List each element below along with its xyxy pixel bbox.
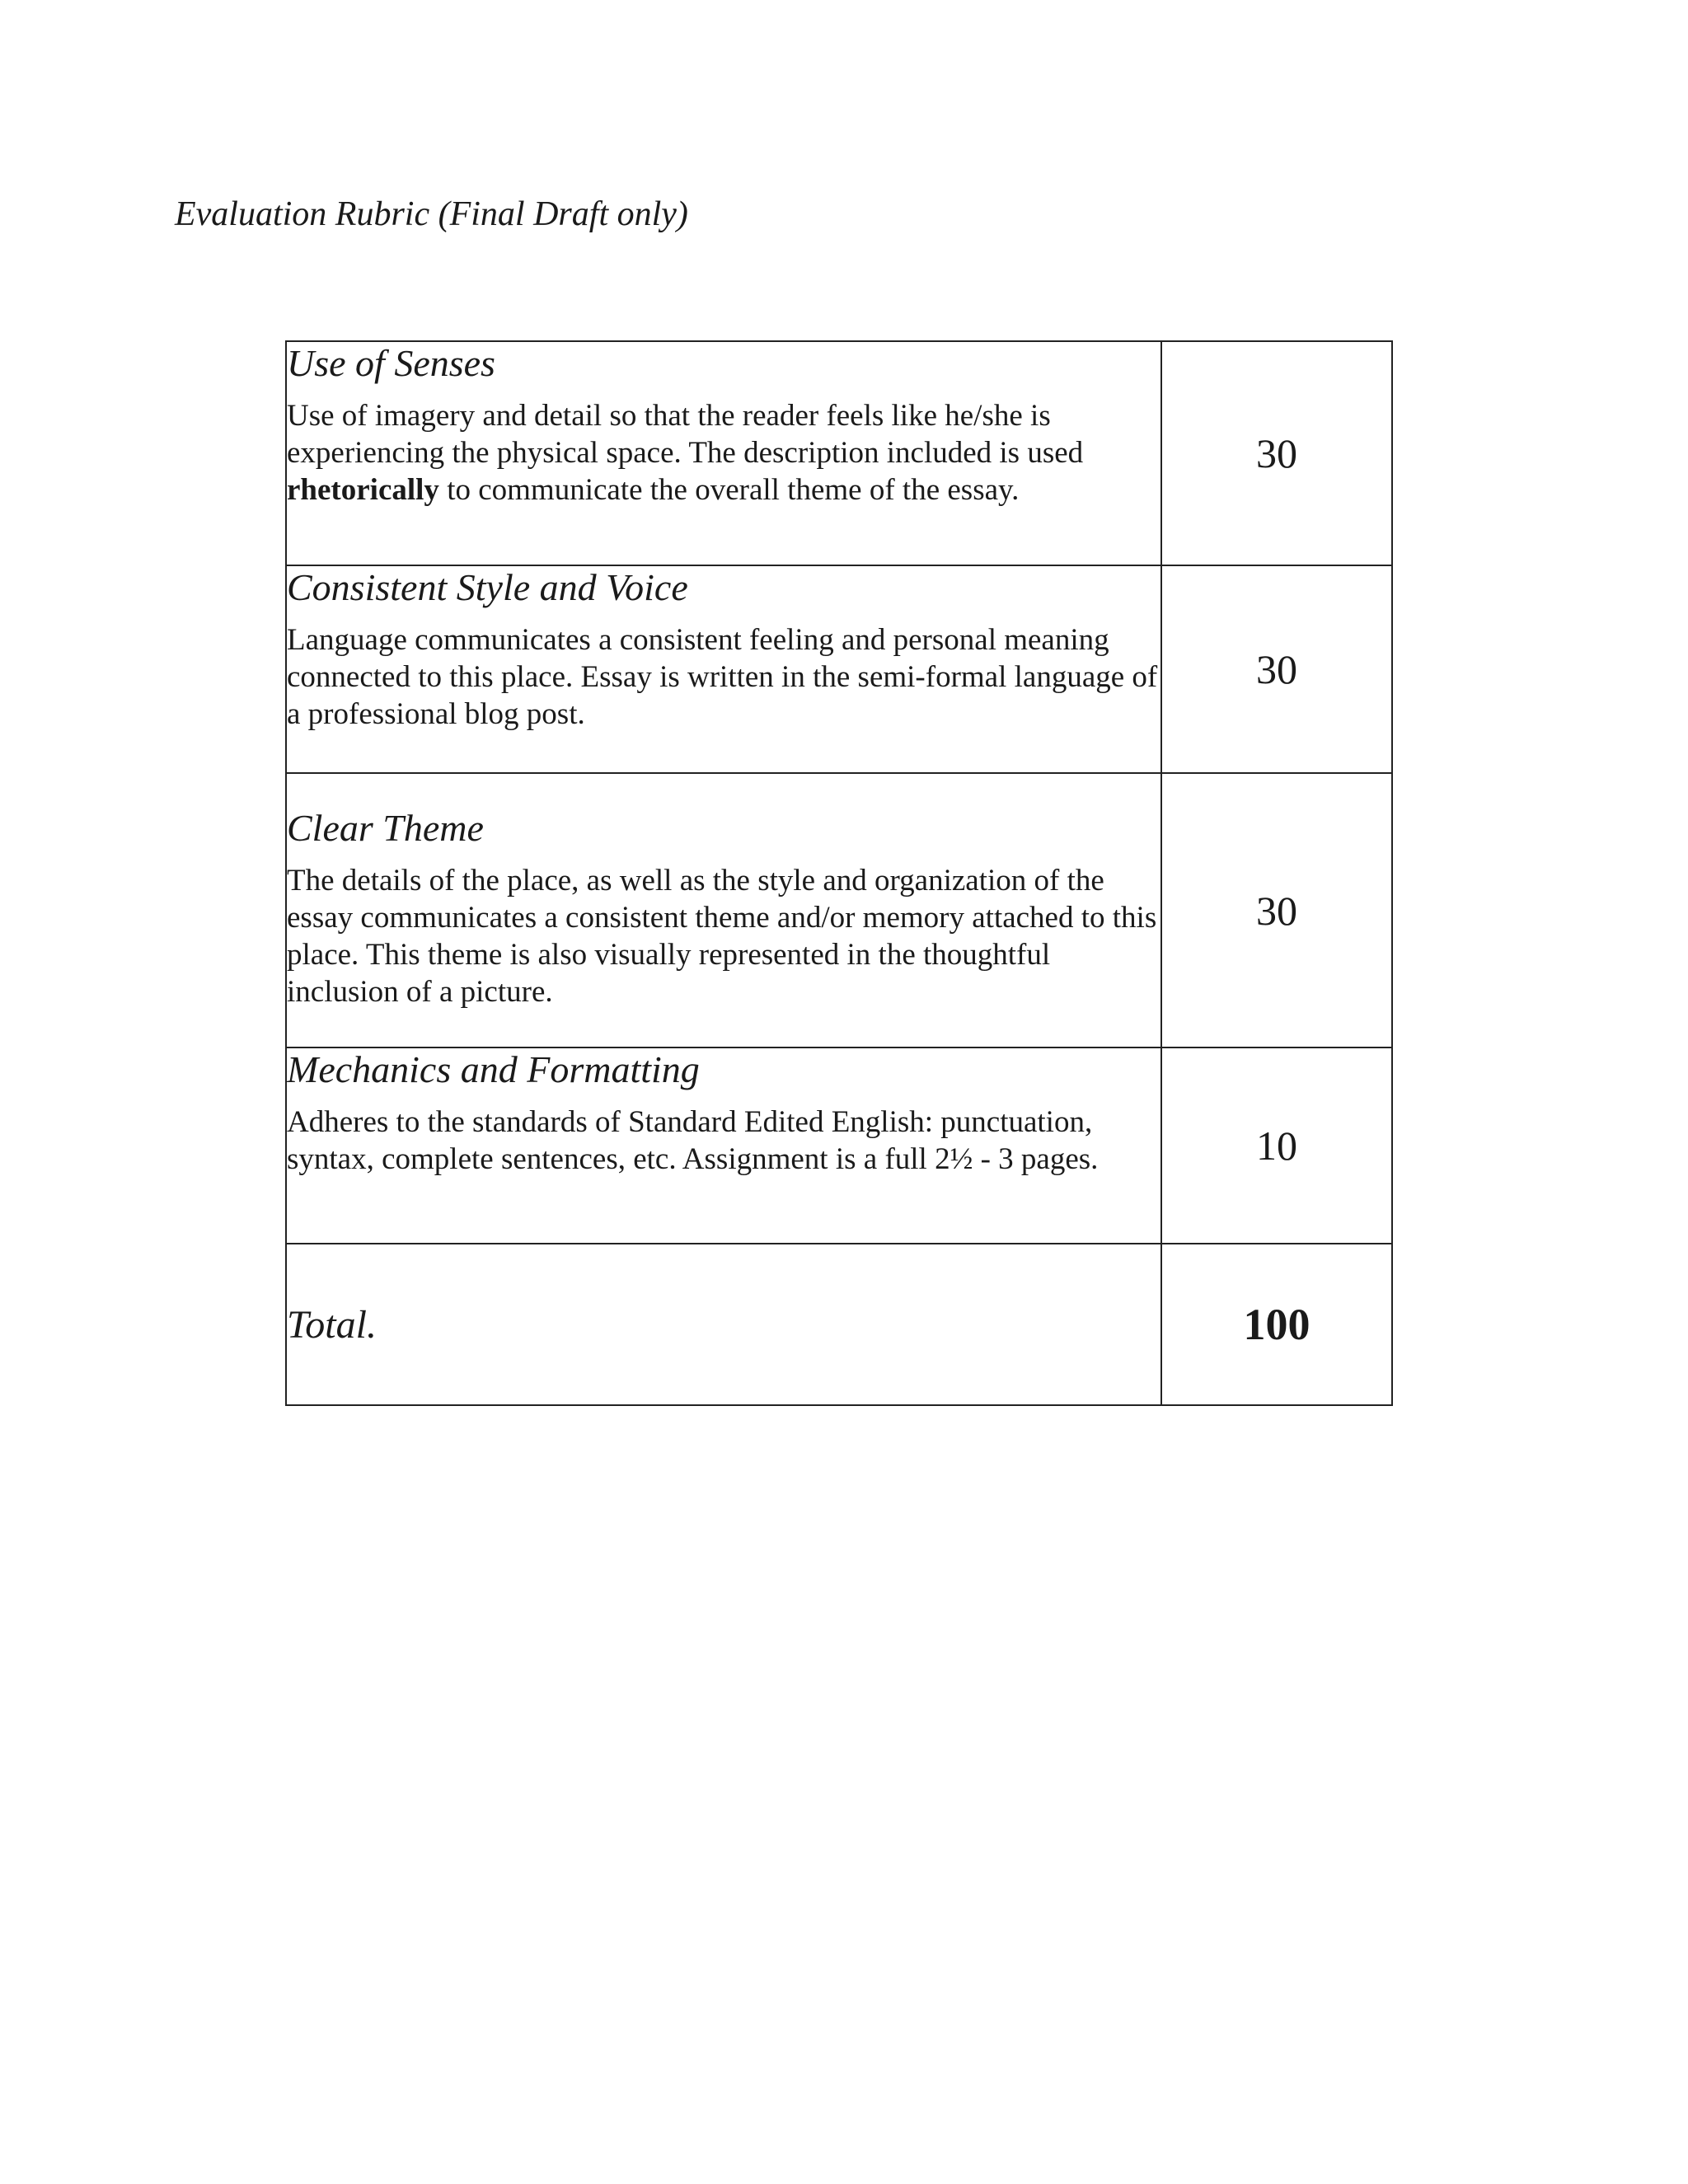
rubric-row-style-voice [286, 565, 1392, 773]
criterion-description [287, 397, 1160, 509]
criterion-description: Adheres to the standards of Standard Edited English: punctuation, syntax, complete sentences, etc. Assignment is a full 2½ - 3 pages. [287, 1104, 1099, 1176]
rubric-row-use-of-senses [286, 341, 1392, 565]
page-title: Evaluation Rubric (Final Draft only) [175, 195, 688, 233]
criterion-points: 10 [1161, 1047, 1392, 1244]
total-value: 100 [1161, 1244, 1392, 1405]
criterion-title: Mechanics and Formatting [287, 1048, 700, 1090]
description-text: Use of imagery and detail so that the reader feels like he/she is experiencing the physical space. The description included is used [287, 398, 1084, 470]
criterion-title: Consistent Style and Voice [287, 566, 688, 608]
criterion-points: 30 [1161, 565, 1392, 773]
criterion-title: Use of Senses [287, 342, 495, 384]
rubric-row-mechanics [286, 1047, 1392, 1244]
criterion-cell [286, 1047, 1161, 1244]
description-emphasis: rhetorically [287, 472, 439, 507]
criterion-cell [286, 341, 1161, 565]
criterion-cell [286, 565, 1161, 773]
description-text: to communicate the overall theme of the essay. [438, 472, 1020, 507]
criterion-description: The details of the place, as well as the style and organization of the essay communicates a consistent theme and/or memory attached to this place. This theme is also visually represented in the thoughtful inclusion of a picture. [287, 863, 1157, 1009]
rubric-row-total [286, 1244, 1392, 1405]
criterion-title: Clear Theme [287, 807, 484, 849]
total-label: Total. [286, 1244, 1161, 1405]
rubric-row-clear-theme [286, 773, 1392, 1047]
rubric-table [285, 340, 1393, 1406]
criterion-points: 30 [1161, 341, 1392, 565]
criterion-cell [286, 773, 1161, 1047]
criterion-points: 30 [1161, 773, 1392, 1047]
criterion-description: Language communicates a consistent feeling and personal meaning connected to this place. Essay is written in the semi-formal language of a professional blog post. [287, 622, 1158, 731]
